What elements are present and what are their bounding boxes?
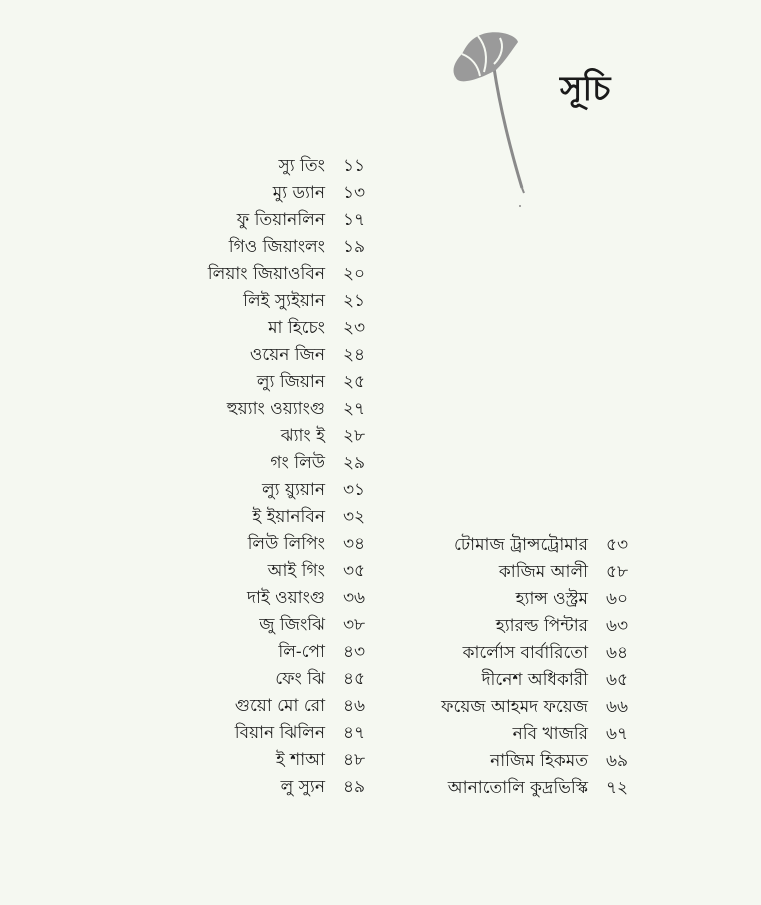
toc-entry-page-number: ৪৩ bbox=[343, 642, 366, 662]
toc-entry-page-number: ২৭ bbox=[343, 399, 366, 419]
toc-entry bbox=[120, 693, 383, 720]
toc-entry-page-number: ৫৩ bbox=[606, 535, 629, 555]
toc-entry-name: বিয়ান ঝিলিন bbox=[234, 723, 325, 743]
toc-entry-page-number: ৭২ bbox=[606, 778, 629, 798]
toc-entry bbox=[400, 586, 646, 613]
toc-entry-page-number: ৪৯ bbox=[343, 777, 366, 797]
toc-entry bbox=[120, 423, 383, 450]
toc-entry bbox=[120, 315, 383, 342]
toc-entry bbox=[120, 396, 383, 423]
toc-entry bbox=[400, 613, 646, 640]
toc-entry bbox=[120, 450, 383, 477]
toc-entry bbox=[120, 369, 383, 396]
toc-entry-name: নাজিম হিকমত bbox=[490, 751, 588, 771]
toc-entry-page-number: ৩৪ bbox=[343, 534, 366, 554]
toc-entry bbox=[120, 558, 383, 585]
toc-entry bbox=[400, 721, 646, 748]
toc-entry-name: আই গিং bbox=[267, 561, 325, 581]
toc-entry-name: টোমাজ ট্রান্সট্রোমার bbox=[454, 535, 588, 555]
toc-entry-page-number: ৬৪ bbox=[606, 643, 629, 663]
toc-entry-name: লিয়াং জিয়াওবিন bbox=[207, 264, 325, 284]
toc-entry-page-number: ২৫ bbox=[343, 372, 366, 392]
toc-entry-page-number: ৬৯ bbox=[606, 751, 629, 771]
toc-entry-name: লিই স্যুইয়ান bbox=[243, 291, 325, 311]
toc-entry-page-number: ২৩ bbox=[343, 318, 366, 338]
toc-entry-name: কার্লোস বার্বারিতো bbox=[462, 643, 588, 663]
toc-entry-page-number: ৪৮ bbox=[343, 750, 366, 770]
toc-entry-name: লি-পো bbox=[278, 642, 325, 662]
toc-entry bbox=[120, 180, 383, 207]
toc-entry-name: গিও জিয়াংলং bbox=[228, 237, 325, 257]
toc-entry-name: হ্যান্স ওস্ট্রম bbox=[515, 589, 588, 609]
toc-entry-name: ল্যু জিয়ান bbox=[256, 372, 325, 392]
toc-entry-page-number: ২০ bbox=[343, 264, 366, 284]
toc-entry bbox=[120, 639, 383, 666]
toc-entry-name: দীনেশ অধিকারী bbox=[481, 670, 588, 690]
toc-entry-name: ই শাআ bbox=[275, 750, 325, 770]
toc-left-column bbox=[120, 153, 383, 801]
toc-entry bbox=[400, 667, 646, 694]
toc-entry-name: হুয়্যাং ওয়্যাংগু bbox=[226, 399, 325, 419]
toc-entry-name: গুয়ো মো রো bbox=[234, 696, 325, 716]
toc-entry bbox=[120, 504, 383, 531]
toc-entry bbox=[120, 207, 383, 234]
toc-entry-name: নবি খাজরি bbox=[512, 724, 588, 744]
toc-entry-name: জু জিংঝি bbox=[259, 615, 325, 635]
toc-entry-name: ল্যু য়্যুয়ান bbox=[261, 480, 325, 500]
toc-entry-name: ই ইয়ানবিন bbox=[252, 507, 325, 527]
page-title: সূচি bbox=[560, 69, 611, 109]
toc-entry-page-number: ৬৭ bbox=[606, 724, 629, 744]
toc-entry bbox=[120, 747, 383, 774]
toc-entry-name: আনাতোলি কুদ্রভিস্কি bbox=[447, 778, 588, 798]
toc-entry-page-number: ১৭ bbox=[343, 210, 366, 230]
toc-entry-page-number: ৩৫ bbox=[343, 561, 366, 581]
toc-entry bbox=[120, 612, 383, 639]
toc-entry-page-number: ৬০ bbox=[606, 589, 629, 609]
toc-entry-page-number: ৬৩ bbox=[606, 616, 629, 636]
toc-entry-page-number: ২৯ bbox=[343, 453, 366, 473]
toc-entry bbox=[120, 585, 383, 612]
toc-entry-page-number: ৪৬ bbox=[343, 696, 366, 716]
toc-entry bbox=[400, 775, 646, 802]
toc-entry-page-number: ৩২ bbox=[343, 507, 366, 527]
toc-entry-page-number: ১১ bbox=[343, 156, 366, 176]
toc-entry bbox=[120, 720, 383, 747]
toc-entry bbox=[120, 234, 383, 261]
toc-entry-page-number: ৪৫ bbox=[343, 669, 366, 689]
toc-entry bbox=[400, 694, 646, 721]
toc-entry bbox=[120, 342, 383, 369]
toc-entry bbox=[400, 748, 646, 775]
toc-entry-page-number: ৬৬ bbox=[606, 697, 629, 717]
toc-entry-page-number: ২১ bbox=[343, 291, 366, 311]
toc-entry-name: কাজিম আলী bbox=[498, 562, 588, 582]
toc-entry-page-number: ১৯ bbox=[343, 237, 366, 257]
toc-entry bbox=[120, 288, 383, 315]
toc-entry-name: লিউ লিপিং bbox=[247, 534, 325, 554]
toc-entry bbox=[120, 261, 383, 288]
toc-entry bbox=[400, 640, 646, 667]
toc-entry-page-number: ৬৫ bbox=[606, 670, 629, 690]
toc-entry bbox=[120, 153, 383, 180]
toc-entry-page-number: ১৩ bbox=[343, 183, 366, 203]
toc-entry-page-number: ২৪ bbox=[343, 345, 366, 365]
toc-entry-name: লু স্যুন bbox=[280, 777, 325, 797]
toc-entry-name: ম্যু ড্যান bbox=[272, 183, 325, 203]
toc-entry-name: ফেং ঝি bbox=[275, 669, 325, 689]
toc-entry bbox=[120, 774, 383, 801]
toc-entry-page-number: ২৮ bbox=[343, 426, 366, 446]
toc-entry-name: ওয়েন জিন bbox=[249, 345, 325, 365]
toc-entry-name: ফয়েজ আহমদ ফয়েজ bbox=[441, 697, 588, 717]
toc-entry-page-number: ৪৭ bbox=[343, 723, 366, 743]
toc-entry bbox=[120, 531, 383, 558]
toc-entry-page-number: ৩৮ bbox=[343, 615, 366, 635]
toc-entry-name: গং লিউ bbox=[270, 453, 325, 473]
toc-entry-name: স্যু তিং bbox=[278, 156, 325, 176]
flower-icon bbox=[448, 28, 538, 213]
toc-entry-name: হ্যারল্ড পিন্টার bbox=[495, 616, 588, 636]
toc-entry-name: দাই ওয়াংগু bbox=[247, 588, 325, 608]
toc-entry-page-number: ৩৬ bbox=[343, 588, 366, 608]
toc-entry bbox=[400, 559, 646, 586]
toc-entry-name: ঝ্যাং ই bbox=[280, 426, 325, 446]
toc-right-column bbox=[400, 532, 646, 802]
toc-entry bbox=[400, 532, 646, 559]
toc-entry-name: ফু তিয়ানলিন bbox=[236, 210, 325, 230]
toc-entry bbox=[120, 666, 383, 693]
toc-entry-name: মা হিচেং bbox=[268, 318, 325, 338]
toc-entry-page-number: ৫৮ bbox=[606, 562, 629, 582]
toc-entry bbox=[120, 477, 383, 504]
toc-entry-page-number: ৩১ bbox=[343, 480, 366, 500]
